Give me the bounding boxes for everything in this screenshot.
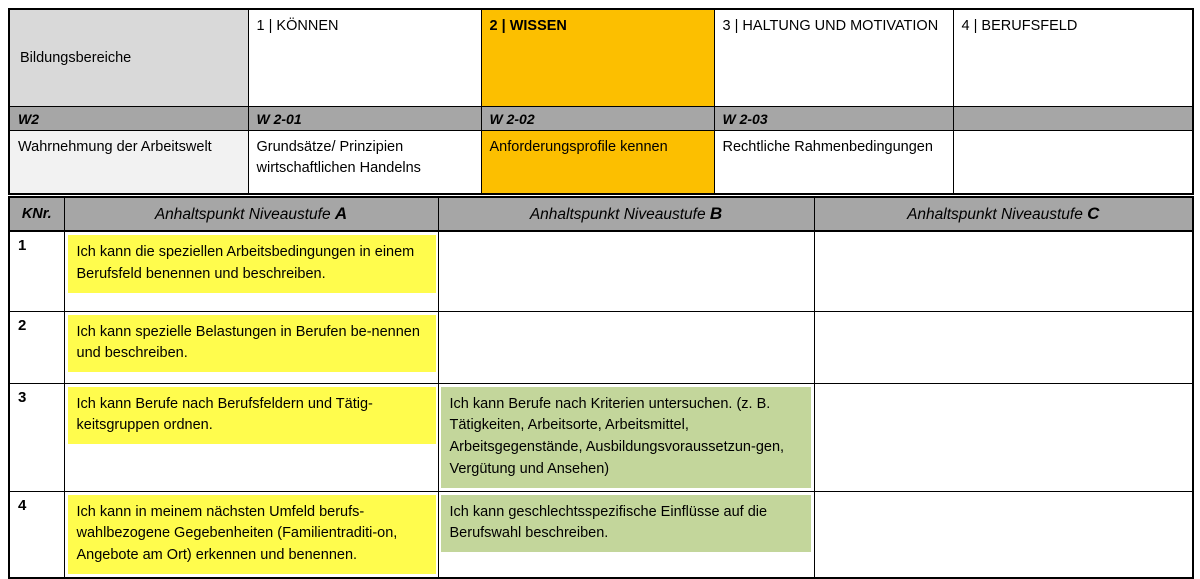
row-number: 4 — [9, 491, 64, 578]
domain-cell-4[interactable] — [953, 9, 1193, 107]
description-cell-4[interactable] — [953, 131, 1193, 195]
anhaltspunkte-table — [8, 196, 1194, 579]
description-row — [9, 131, 1193, 195]
domain-cell-2[interactable] — [481, 9, 714, 107]
header-a-level: A — [334, 204, 348, 223]
domain-cell-1[interactable] — [248, 9, 481, 107]
cell-niveaustufe-b[interactable] — [438, 491, 814, 578]
cell-niveaustufe-c[interactable] — [814, 383, 1193, 491]
row-number: 3 — [9, 383, 64, 491]
bildungsbereiche-table — [8, 8, 1194, 195]
header-b-level: B — [709, 204, 723, 223]
header-c-prefix: Anhaltspunkt Niveaustufe — [907, 206, 1088, 223]
anhaltspunkte-header-row — [9, 197, 1193, 231]
cell-niveaustufe-b[interactable] — [438, 311, 814, 383]
anhaltspunkt-text-b — [439, 232, 814, 246]
bildungsbereiche-corner-label: Bildungsbereiche — [9, 9, 248, 107]
code-cell-1: W 2-01 — [248, 107, 481, 131]
cell-niveaustufe-a[interactable] — [64, 311, 438, 383]
domain-separator-1: | — [268, 18, 273, 34]
anhaltspunkt-text-b: Ich kann Berufe nach Kriterien untersuchen. (z. B. Tätigkeiten, Arbeitsorte, Arbeitsmittel, Arbeitsgegenstände, Ausbildungsvoraussetzun-gen, Vergütung und Ansehen) — [441, 387, 811, 488]
table-row — [9, 311, 1193, 383]
table-row — [9, 231, 1193, 311]
anhaltspunkt-text-a: Ich kann Berufe nach Berufsfeldern und Tätig-keitsgruppen ordnen. — [68, 387, 436, 445]
cell-niveaustufe-c[interactable] — [814, 311, 1193, 383]
description-cell-3[interactable]: Rechtliche Rahmenbedingungen — [714, 131, 953, 195]
anhaltspunkt-text-c — [815, 384, 1193, 398]
cell-niveaustufe-a[interactable] — [64, 231, 438, 311]
header-b-prefix: Anhaltspunkt Niveaustufe — [529, 206, 710, 223]
code-cell-2: W 2-02 — [481, 107, 714, 131]
domain-number-2: 2 — [489, 18, 498, 34]
cell-niveaustufe-a[interactable] — [64, 491, 438, 578]
anhaltspunkt-text-b — [439, 312, 814, 326]
anhaltspunkt-text-c — [815, 232, 1193, 246]
cell-niveaustufe-b[interactable] — [438, 231, 814, 311]
anhaltspunkt-text-c — [815, 492, 1193, 506]
domain-separator-2: | — [501, 18, 506, 34]
description-cell-2[interactable]: Anforderungsprofile kennen — [481, 131, 714, 195]
description-cell-1[interactable]: Grundsätze/ Prinzipien wirtschaftlichen Handelns — [248, 131, 481, 195]
area-label: Wahrnehmung der Arbeitswelt — [9, 131, 248, 195]
code-row — [9, 107, 1193, 131]
domain-number-3: 3 — [722, 18, 731, 34]
header-c-level: C — [1087, 204, 1100, 223]
domain-header-row — [9, 9, 1193, 107]
table-row — [9, 491, 1193, 578]
header-knr: KNr. — [9, 197, 64, 231]
row-number: 2 — [9, 311, 64, 383]
domain-number-1: 1 — [256, 18, 265, 34]
cell-niveaustufe-a[interactable] — [64, 383, 438, 491]
anhaltspunkt-text-a: Ich kann spezielle Belastungen in Berufen be-nennen und beschreiben. — [68, 315, 436, 373]
domain-cell-3[interactable] — [714, 9, 953, 107]
domain-separator-3: | — [734, 18, 739, 34]
cell-niveaustufe-c[interactable] — [814, 491, 1193, 578]
anhaltspunkt-text-a: Ich kann in meinem nächsten Umfeld berufs-wahlbezogene Gegebenheiten (Familientraditi-on, Angebote am Ort) erkennen und benennen. — [68, 495, 436, 574]
header-niveaustufe-a — [64, 197, 438, 231]
cell-niveaustufe-b[interactable] — [438, 383, 814, 491]
domain-label-4: BERUFSFELD — [981, 18, 1078, 34]
code-cell-4 — [953, 107, 1193, 131]
domain-label-1: KÖNNEN — [276, 18, 339, 34]
row-number: 1 — [9, 231, 64, 311]
cell-niveaustufe-c[interactable] — [814, 231, 1193, 311]
anhaltspunkt-text-b: Ich kann geschlechtsspezifische Einflüsse auf die Berufswahl beschreiben. — [441, 495, 811, 553]
header-niveaustufe-b — [438, 197, 814, 231]
area-code: W2 — [9, 107, 248, 131]
table-row — [9, 383, 1193, 491]
domain-label-3: HALTUNG UND MOTIVATION — [742, 18, 939, 34]
code-cell-3: W 2-03 — [714, 107, 953, 131]
domain-number-4: 4 — [961, 18, 970, 34]
domain-separator-4: | — [973, 18, 978, 34]
header-a-prefix: Anhaltspunkt Niveaustufe — [154, 206, 335, 223]
anhaltspunkt-text-c — [815, 312, 1193, 326]
domain-label-2: WISSEN — [509, 18, 567, 34]
anhaltspunkt-text-a: Ich kann die speziellen Arbeitsbedingungen in einem Berufsfeld benennen und beschreiben. — [68, 235, 436, 293]
header-niveaustufe-c — [814, 197, 1193, 231]
